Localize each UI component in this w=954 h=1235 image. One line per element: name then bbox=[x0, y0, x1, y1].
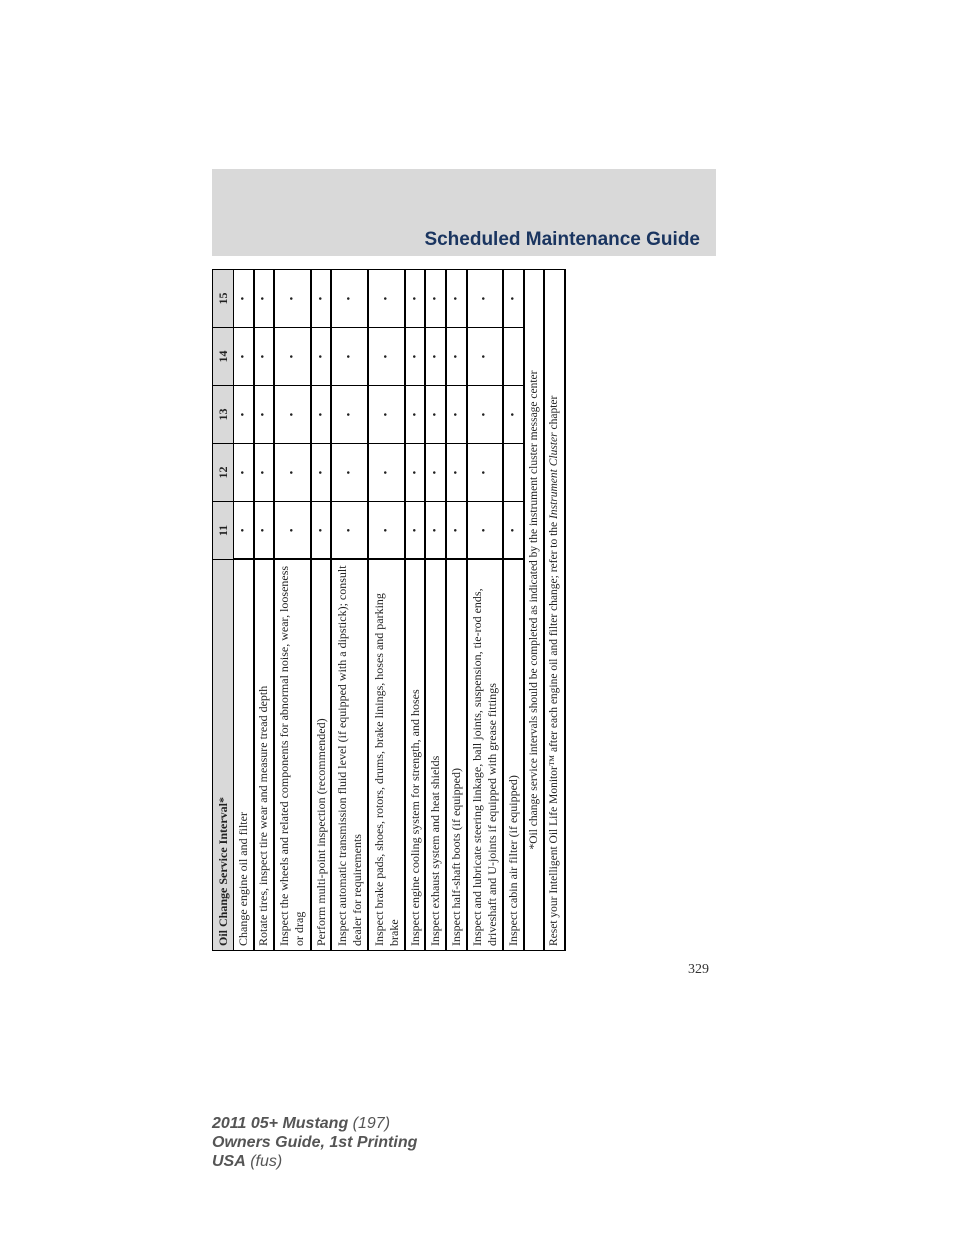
task-label: Inspect cabin air filter (if equipped) bbox=[503, 560, 524, 951]
task-label: Change engine oil and filter bbox=[234, 560, 254, 951]
task-label: Perform multi-point inspection (recommended) bbox=[311, 560, 332, 951]
service-mark: • bbox=[274, 386, 311, 444]
task-label: Inspect half-shaft boots (if equipped) bbox=[446, 560, 467, 951]
service-mark: • bbox=[446, 386, 467, 444]
service-mark: • bbox=[311, 270, 332, 328]
footer-imprint bbox=[212, 1114, 417, 1171]
footer-guide: Owners Guide, 1st Printing bbox=[212, 1134, 418, 1151]
service-mark: • bbox=[254, 270, 275, 328]
footer-line-1 bbox=[212, 1114, 417, 1133]
service-mark: • bbox=[331, 328, 368, 386]
table-row bbox=[311, 270, 332, 951]
table-row bbox=[274, 270, 311, 951]
service-mark: • bbox=[425, 502, 446, 560]
service-mark: • bbox=[368, 328, 405, 386]
header-band bbox=[212, 169, 716, 256]
service-mark: • bbox=[311, 386, 332, 444]
service-mark: • bbox=[368, 444, 405, 502]
service-mark: • bbox=[234, 386, 254, 444]
column-header: 14 bbox=[213, 328, 234, 386]
table-row bbox=[331, 270, 368, 951]
service-mark: • bbox=[368, 270, 405, 328]
service-mark: • bbox=[405, 386, 426, 444]
service-mark: • bbox=[331, 444, 368, 502]
service-mark bbox=[503, 444, 524, 502]
service-mark: • bbox=[274, 502, 311, 560]
service-mark: • bbox=[405, 328, 426, 386]
service-mark: • bbox=[311, 444, 332, 502]
table-row bbox=[254, 270, 275, 951]
table-row bbox=[234, 270, 254, 951]
service-mark: • bbox=[446, 502, 467, 560]
reset-note-chapter: Instrument Cluster bbox=[548, 432, 561, 519]
service-mark: • bbox=[503, 386, 524, 444]
reset-note-prefix: Reset your Intelligent Oil Life Monitor™ after each engine oil and filter change; refer to the bbox=[548, 518, 561, 946]
service-mark: • bbox=[274, 328, 311, 386]
table-row bbox=[405, 270, 426, 951]
task-label: Rotate tires, inspect tire wear and measure tread depth bbox=[254, 560, 275, 951]
reset-note bbox=[544, 270, 565, 951]
service-mark: • bbox=[311, 328, 332, 386]
service-mark: • bbox=[467, 386, 504, 444]
service-mark: • bbox=[503, 270, 524, 328]
service-mark: • bbox=[446, 444, 467, 502]
task-label: Inspect exhaust system and heat shields bbox=[425, 560, 446, 951]
service-mark: • bbox=[425, 328, 446, 386]
task-label: Inspect automatic transmission fluid level (if equipped with a dipstick); consult dealer for requirements bbox=[331, 560, 368, 951]
table-row bbox=[368, 270, 405, 951]
service-mark: • bbox=[234, 502, 254, 560]
service-mark: • bbox=[425, 444, 446, 502]
service-mark: • bbox=[503, 502, 524, 560]
footer-market: USA bbox=[212, 1153, 246, 1170]
task-label: Inspect and lubricate steering linkage, ball joints, suspension, tie-rod ends, driveshaft and U-joints if equipped with grease fittings bbox=[467, 560, 504, 951]
service-mark: • bbox=[405, 502, 426, 560]
column-header: 15 bbox=[213, 270, 234, 328]
column-header: 12 bbox=[213, 444, 234, 502]
footer-model: 2011 05+ Mustang bbox=[212, 1115, 349, 1132]
service-mark: • bbox=[467, 270, 504, 328]
task-label: Inspect engine cooling system for strength, and hoses bbox=[405, 560, 426, 951]
service-mark: • bbox=[234, 270, 254, 328]
service-mark: • bbox=[331, 502, 368, 560]
service-mark: • bbox=[405, 270, 426, 328]
maintenance-table-wrapper bbox=[212, 270, 566, 951]
service-mark: • bbox=[234, 328, 254, 386]
footnote-row bbox=[524, 270, 545, 951]
rotated-table-container bbox=[212, 270, 566, 951]
reset-note-suffix: chapter bbox=[548, 395, 561, 433]
footnote: *Oil change service intervals should be completed as indicated by the instrument cluster message center bbox=[524, 270, 545, 951]
column-header: 13 bbox=[213, 386, 234, 444]
reset-note-row bbox=[544, 270, 565, 951]
interval-header: Oil Change Service Interval* bbox=[213, 560, 234, 951]
column-header: 11 bbox=[213, 502, 234, 560]
service-mark: • bbox=[425, 270, 446, 328]
table-row bbox=[446, 270, 467, 951]
service-mark: • bbox=[368, 386, 405, 444]
footer-line-2 bbox=[212, 1133, 417, 1152]
footer-line-3 bbox=[212, 1152, 417, 1171]
service-mark: • bbox=[467, 502, 504, 560]
table-row bbox=[503, 270, 524, 951]
service-mark: • bbox=[368, 502, 405, 560]
service-mark: • bbox=[425, 386, 446, 444]
task-label: Inspect the wheels and related components for abnormal noise, wear, looseness or drag bbox=[274, 560, 311, 951]
service-mark: • bbox=[467, 444, 504, 502]
service-mark: • bbox=[274, 270, 311, 328]
service-mark bbox=[503, 328, 524, 386]
service-mark: • bbox=[405, 444, 426, 502]
service-mark: • bbox=[311, 502, 332, 560]
service-mark: • bbox=[331, 270, 368, 328]
table-row bbox=[425, 270, 446, 951]
service-mark: • bbox=[467, 328, 504, 386]
table-header-row bbox=[213, 270, 234, 951]
service-mark: • bbox=[254, 444, 275, 502]
service-mark: • bbox=[234, 444, 254, 502]
page-number: 329 bbox=[688, 962, 709, 977]
service-mark: • bbox=[254, 502, 275, 560]
footer-model-code: (197) bbox=[348, 1115, 391, 1132]
page-title: Scheduled Maintenance Guide bbox=[424, 229, 700, 250]
maintenance-table bbox=[212, 269, 566, 951]
service-mark: • bbox=[446, 270, 467, 328]
table-row bbox=[467, 270, 504, 951]
service-mark: • bbox=[446, 328, 467, 386]
service-mark: • bbox=[331, 386, 368, 444]
service-mark: • bbox=[254, 328, 275, 386]
task-label: Inspect brake pads, shoes, rotors, drums, brake linings, hoses and parking brake bbox=[368, 560, 405, 951]
footer-market-code: (fus) bbox=[245, 1153, 283, 1170]
service-mark: • bbox=[274, 444, 311, 502]
service-mark: • bbox=[254, 386, 275, 444]
